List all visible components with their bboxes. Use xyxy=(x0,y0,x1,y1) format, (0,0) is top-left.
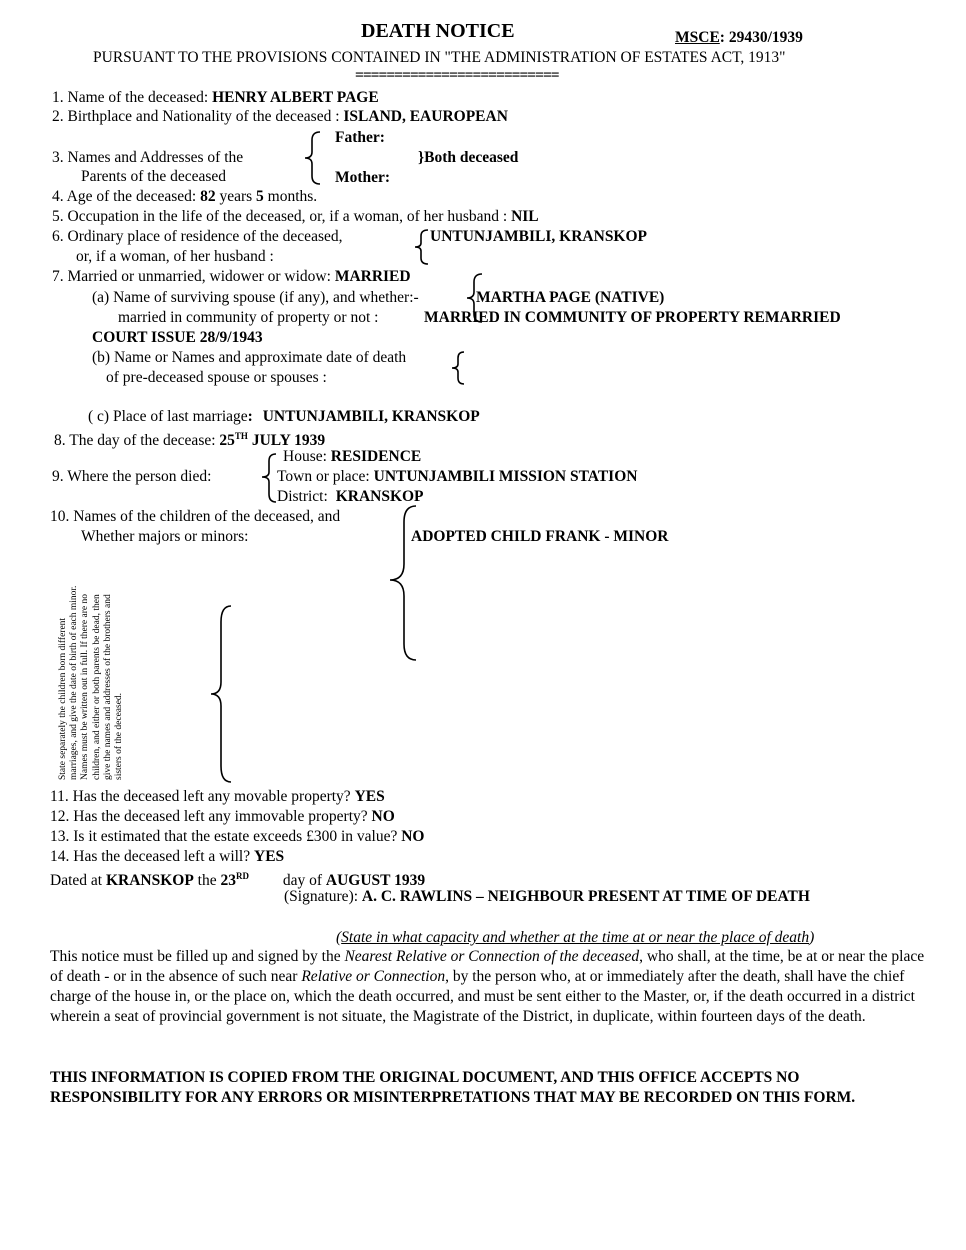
item-will xyxy=(50,847,284,866)
item-residence-label-b: or, if a woman, of her husband : xyxy=(76,248,274,265)
district-value: KRANSKOP xyxy=(335,488,424,505)
movable-property-value: YES xyxy=(354,788,385,805)
marital-status-value: MARRIED xyxy=(334,268,411,285)
will-value: YES xyxy=(254,848,285,865)
dated-prefix: Dated at xyxy=(50,872,103,890)
children-value: ADOPTED CHILD FRANK - MINOR xyxy=(411,528,669,545)
immovable-property-value: NO xyxy=(371,808,395,825)
decease-day-suffix: TH xyxy=(234,431,248,441)
item-occupation xyxy=(52,207,539,226)
disclaimer: THIS INFORMATION IS COPIED FROM THE ORIGINAL DOCUMENT, AND THIS OFFICE ACCEPTS NO RESPONSIBILITY FOR ANY ERRORS OR MISINTERPRETATIONS THAT MAY BE RECORDED ON THIS FORM. xyxy=(50,1069,856,1106)
residence-brace xyxy=(410,228,432,266)
death-town xyxy=(277,467,637,486)
parents-brace xyxy=(300,130,324,186)
item-label: 11. Has the deceased left any movable property? xyxy=(50,788,351,805)
parents-value: }Both deceased xyxy=(418,149,519,166)
item-birthplace xyxy=(52,107,508,126)
children-side-note: State separately the children born different marriages, and give the date of birth of each minor. Names must be written out in full. If there are no children, and either or both parents be dead, then give the names and addresses of the brothers and sisters of the deceased. xyxy=(58,585,125,780)
decease-month-year: JULY 1939 xyxy=(251,432,326,450)
age-years: 82 xyxy=(200,188,216,205)
instructions-text-1: This notice must be filled up and signed by the xyxy=(50,948,345,965)
spouse-property-status: MARRIED IN COMMUNITY OF PROPERTY REMARRIED xyxy=(424,309,841,326)
item-children-label-a: 10. Names of the children of the deceased, and xyxy=(50,508,341,525)
item-residence-label-a: 6. Ordinary place of residence of the deceased, xyxy=(52,228,343,245)
estate-value: NO xyxy=(401,828,425,845)
item-name-of-deceased xyxy=(52,88,379,107)
signature-line xyxy=(284,887,810,906)
father-label: Father: xyxy=(335,129,385,146)
item-children-label-b: Whether majors or minors: xyxy=(81,528,249,545)
instructions-text-5: , by the person who, at or immediately after the death, shall have the chief charge of the house in, or the place on, which the death occurred, and must be sent either to the Master, or, if the death occurred in a district wherein a seat of provincial government is not situate, the Magistrate of the District, in duplicate, within fourteen days of the death. xyxy=(50,968,915,1025)
decease-day: 25 xyxy=(219,432,235,450)
age-months: 5 xyxy=(256,188,264,205)
item-place-of-death-label: 9. Where the person died: xyxy=(52,468,212,485)
residence-value: UNTUNJAMBILI, KRANSKOP xyxy=(430,228,648,245)
item-marital-status xyxy=(52,267,411,286)
instructions-paragraph xyxy=(50,947,930,1027)
msce-label: MSCE xyxy=(675,29,720,46)
item-spouse-label-b: married in community of property or not : xyxy=(118,309,379,326)
item-age xyxy=(52,187,317,206)
page-subtitle: PURSUANT TO THE PROVISIONS CONTAINED IN "THE ADMINISTRATION OF ESTATES ACT, 1913" xyxy=(93,49,786,66)
instructions-text-2: Nearest Relative or Connection of the deceased xyxy=(344,948,640,965)
item-label: 1. Name of the deceased: xyxy=(52,89,209,106)
item-label: 13. Is it estimated that the estate exceeds £300 in value? xyxy=(50,828,398,845)
item-place-of-marriage xyxy=(88,407,480,426)
item-label: 8. The day of the decease: xyxy=(54,432,216,450)
town-label: Town or place: xyxy=(277,468,370,485)
mother-label: Mother: xyxy=(335,169,391,186)
item-predeceased-label-b: of pre-deceased spouse or spouses : xyxy=(106,369,327,386)
instructions-text-4: Relative or Connection xyxy=(301,968,446,985)
age-years-word: years xyxy=(219,188,253,205)
marriage-place-value: UNTUNJAMBILI, KRANSKOP xyxy=(262,408,480,425)
item-movable-property xyxy=(50,787,385,806)
msce-value: : 29430/1939 xyxy=(719,29,803,46)
item-label: 4. Age of the deceased: xyxy=(52,188,197,205)
dated-the: the xyxy=(197,872,217,890)
item-parents-label-a: 3. Names and Addresses of the xyxy=(52,149,244,166)
item-colon: : xyxy=(247,408,253,425)
house-value: RESIDENCE xyxy=(330,448,422,465)
msce-reference xyxy=(675,28,803,47)
instructions-text-3: , who shall, at the time, be at or near the place of death - or in the absence of such near xyxy=(50,948,925,985)
court-issue: COURT ISSUE 28/9/1943 xyxy=(92,329,263,346)
item-predeceased-label-a: (b) Name or Names and approximate date of death xyxy=(92,349,407,366)
birthplace-value: ISLAND, EAUROPEAN xyxy=(343,108,508,125)
side-note-brace xyxy=(205,604,235,786)
item-label: 5. Occupation in the life of the deceased, or, if a woman, of her husband : xyxy=(52,208,508,225)
item-label: 7. Married or unmarried, widower or widow: xyxy=(52,268,331,285)
deceased-name: HENRY ALBERT PAGE xyxy=(212,89,379,106)
item-immovable-property xyxy=(50,807,395,826)
dated-day: 23 xyxy=(220,872,236,890)
title-rule: ========================== xyxy=(355,67,559,84)
town-value: UNTUNJAMBILI MISSION STATION xyxy=(373,468,638,485)
dated-place: KRANSKOP xyxy=(105,872,194,890)
capacity-note: (State in what capacity and whether at the time at or near the place of death) xyxy=(336,929,815,946)
signature-value: A. C. RAWLINS – NEIGHBOUR PRESENT AT TIME OF DEATH xyxy=(361,888,810,905)
age-months-word: months. xyxy=(267,188,318,205)
item-parents-label-b: Parents of the deceased xyxy=(81,168,227,185)
occupation-value: NIL xyxy=(511,208,539,225)
signature-label: (Signature): xyxy=(284,888,359,905)
item-label: 14. Has the deceased left a will? xyxy=(50,848,251,865)
item-label: 2. Birthplace and Nationality of the deceased : xyxy=(52,108,340,125)
house-label: House: xyxy=(283,448,327,465)
spouse-name: MARTHA PAGE (NATIVE) xyxy=(476,289,665,306)
item-estate-value xyxy=(50,827,424,846)
predeceased-brace xyxy=(448,350,468,386)
item-spouse-label-a: (a) Name of surviving spouse (if any), and whether:- xyxy=(92,289,419,306)
page-title: DEATH NOTICE xyxy=(361,20,515,42)
item-label: ( c) Place of last marriage xyxy=(88,408,248,425)
dated-day-of: day of xyxy=(282,872,323,890)
item-label: 12. Has the deceased left any immovable property? xyxy=(50,808,368,825)
district-label: District: xyxy=(277,488,328,505)
death-house xyxy=(283,447,421,466)
dated-month-year: AUGUST 1939 xyxy=(325,872,426,890)
dated-day-suffix: RD xyxy=(235,871,249,881)
capacity-note-text: State in what capacity and whether at the time at or near the place of death xyxy=(341,929,810,946)
